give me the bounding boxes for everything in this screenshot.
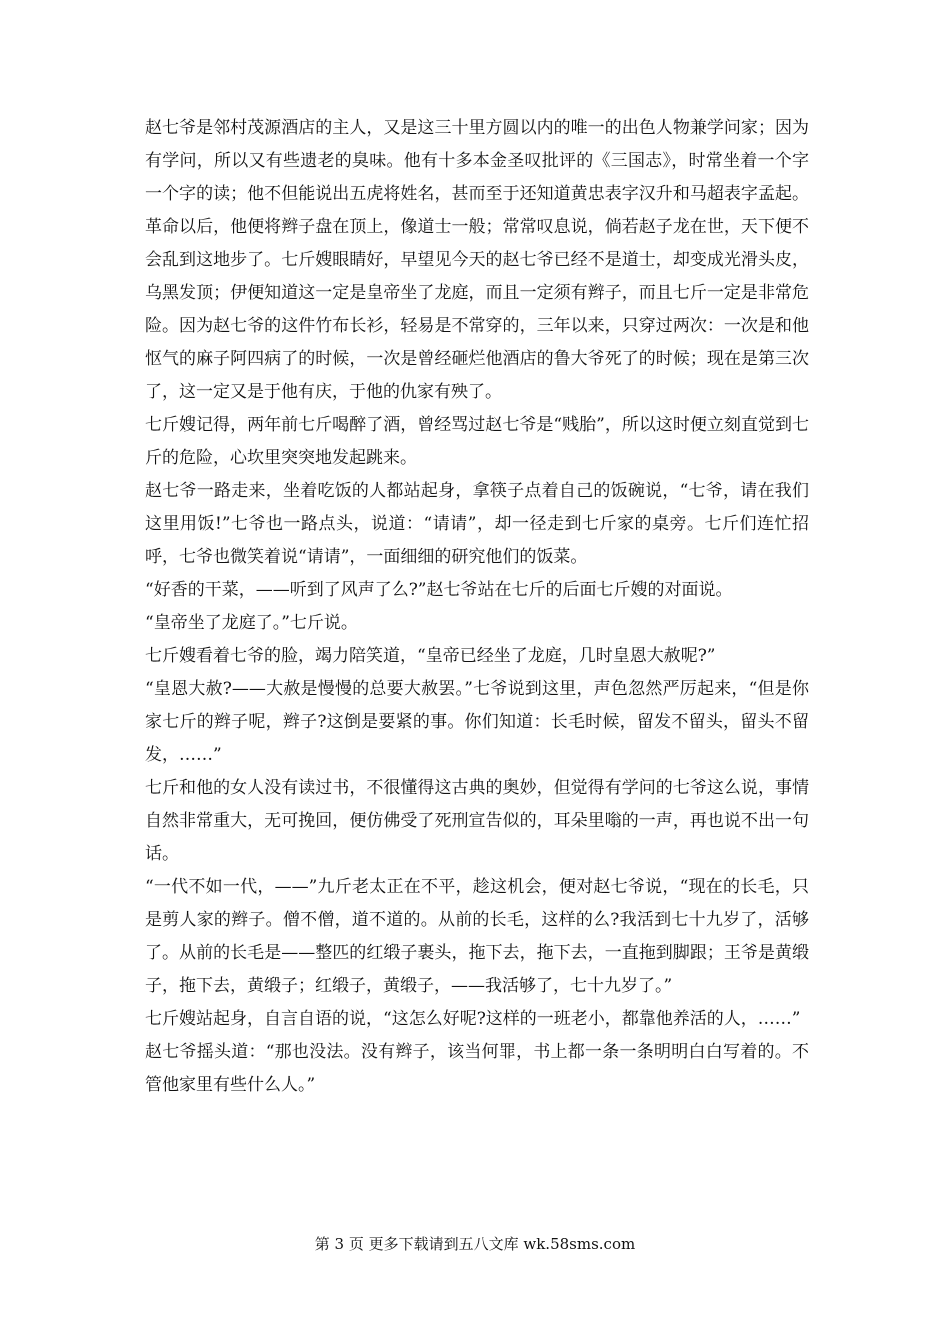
paragraph-9: “一代不如一代，——”九斤老太正在不平，趁这机会，便对赵七爷说，“现在的长毛，只是剪人家的辫子。僧不僧，道不道的。从前的长毛，这样的么?我活到七十九岁了，活够了。从前的长毛是——整匹的红缎子裹头，拖下去，拖下去，一直拖到脚跟；王爷是黄缎子，拖下去，黄缎子；红缎子，黄缎子，——我活够了，七十九岁了。” bbox=[145, 877, 809, 996]
paragraph-11: 赵七爷摇头道：“那也没法。没有辫子，该当何罪，书上都一条一条明明白白写着的。不管他家里有些什么人。” bbox=[145, 1042, 809, 1095]
paragraph-4: “好香的干菜，——听到了风声了么?”赵七爷站在七斤的后面七斤嫂的对面说。 bbox=[145, 580, 733, 600]
paragraph-10: 七斤嫂站起身，自言自语的说，“这怎么好呢?这样的一班老小，都靠他养活的人，……” bbox=[145, 1009, 801, 1029]
paragraph-7: “皇恩大赦?——大赦是慢慢的总要大赦罢。”七爷说到这里，声色忽然严厉起来，“但是你家七斤的辫子呢，辫子?这倒是要紧的事。你们知道：长毛时候，留发不留头，留头不留发，……” bbox=[145, 679, 809, 765]
page-footer: 第 3 页 更多下载请到五八文库 wk.58sms.com bbox=[314, 1235, 636, 1253]
paragraph-6: 七斤嫂看着七爷的脸，竭力陪笑道，“皇帝已经坐了龙庭，几时皇恩大赦呢?” bbox=[145, 646, 716, 666]
paragraph-5: “皇帝坐了龙庭了。”七斤说。 bbox=[145, 613, 358, 633]
story-text bbox=[145, 112, 809, 1102]
paragraph-1: 赵七爷是邻村茂源酒店的主人，又是这三十里方圆以内的唯一的出色人物兼学问家；因为有学问，所以又有些遗老的臭味。他有十多本金圣叹批评的《三国志》，时常坐着一个字一个字的读；他不但能说出五虎将姓名，甚而至于还知道黄忠表字汉升和马超表字孟起。革命以后，他便将辫子盘在顶上，像道士一般；常常叹息说，倘若赵子龙在世，天下便不会乱到这地步了。七斤嫂眼睛好，早望见今天的赵七爷已经不是道士，却变成光滑头皮，乌黑发顶；伊便知道这一定是皇帝坐了龙庭，而且一定须有辫子，而且七斤一定是非常危险。因为赵七爷的这件竹布长衫，轻易是不常穿的，三年以来，只穿过两次：一次是和他怄气的麻子阿四病了的时候，一次是曾经砸烂他酒店的鲁大爷死了的时候；现在是第三次了，这一定又是于他有庆，于他的仇家有殃了。 bbox=[145, 118, 809, 402]
paragraph-3: 赵七爷一路走来，坐着吃饭的人都站起身，拿筷子点着自己的饭碗说，“七爷，请在我们这里用饭!”七爷也一路点头，说道：“请请”，却一径走到七斤家的桌旁。七斤们连忙招呼，七爷也微笑着说“请请”，一面细细的研究他们的饭菜。 bbox=[145, 481, 809, 567]
paragraph-2: 七斤嫂记得，两年前七斤喝醉了酒，曾经骂过赵七爷是“贱胎”，所以这时便立刻直觉到七斤的危险，心坎里突突地发起跳来。 bbox=[145, 415, 809, 468]
paragraph-8: 七斤和他的女人没有读过书，不很懂得这古典的奥妙，但觉得有学问的七爷这么说，事情自然非常重大，无可挽回，便仿佛受了死刑宣告似的，耳朵里嗡的一声，再也说不出一句话。 bbox=[145, 778, 809, 864]
